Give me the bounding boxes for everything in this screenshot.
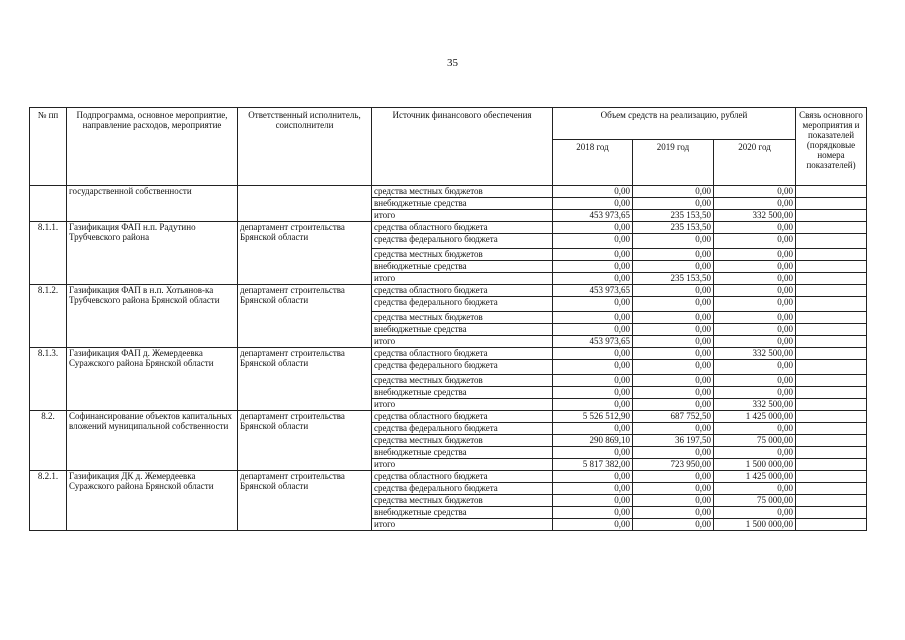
table-row (30, 222, 867, 234)
header-subprogram: Подпрограмма, основное мероприятие, направление расходов, мероприятие (67, 108, 238, 186)
row-value-2018: 0,00 (553, 348, 633, 360)
row-responsible: департамент строительства Брянской области (238, 285, 372, 348)
row-responsible: департамент строительства Брянской области (238, 471, 372, 531)
row-source: средства федерального бюджета (372, 423, 553, 435)
row-source: средства областного бюджета (372, 411, 553, 423)
row-code (30, 186, 67, 222)
row-source: внебюджетные средства (372, 507, 553, 519)
row-value-2020: 0,00 (714, 387, 796, 399)
row-code: 8.2. (30, 411, 67, 471)
row-value-2018: 0,00 (553, 261, 633, 273)
row-source: итого (372, 399, 553, 411)
row-value-2019: 0,00 (633, 312, 714, 324)
row-value-2019: 0,00 (633, 249, 714, 261)
row-value-2020: 0,00 (714, 336, 796, 348)
row-link (796, 210, 867, 222)
row-value-2020: 0,00 (714, 375, 796, 387)
row-source: внебюджетные средства (372, 261, 553, 273)
row-value-2018: 5 526 512,90 (553, 411, 633, 423)
row-value-2020: 1 425 000,00 (714, 411, 796, 423)
row-link (796, 222, 867, 234)
row-link (796, 411, 867, 423)
row-value-2018: 0,00 (553, 495, 633, 507)
row-source: итого (372, 336, 553, 348)
row-value-2019: 0,00 (633, 483, 714, 495)
row-measure-name: государственной собственности (67, 186, 238, 222)
row-source: средства местных бюджетов (372, 312, 553, 324)
row-value-2018: 0,00 (553, 483, 633, 495)
row-source: средства местных бюджетов (372, 249, 553, 261)
row-value-2020: 75 000,00 (714, 435, 796, 447)
row-value-2020: 332 500,00 (714, 399, 796, 411)
row-link (796, 447, 867, 459)
row-value-2019: 0,00 (633, 261, 714, 273)
row-link (796, 312, 867, 324)
row-value-2019: 687 752,50 (633, 411, 714, 423)
row-value-2020: 0,00 (714, 360, 796, 375)
row-source: внебюджетные средства (372, 447, 553, 459)
row-value-2018: 0,00 (553, 387, 633, 399)
row-measure-name: Газификация ДК д. Жемердеевка Суражского района Брянской области (67, 471, 238, 531)
header-num: № пп (30, 108, 67, 186)
row-value-2020: 0,00 (714, 447, 796, 459)
row-value-2019: 0,00 (633, 336, 714, 348)
row-value-2019: 0,00 (633, 375, 714, 387)
row-code: 8.1.3. (30, 348, 67, 411)
row-value-2019: 0,00 (633, 285, 714, 297)
row-value-2020: 0,00 (714, 273, 796, 285)
row-value-2018: 290 869,10 (553, 435, 633, 447)
row-value-2018: 0,00 (553, 360, 633, 375)
header-link: Связь основного мероприятия и показателей (порядковые номера показателей) (796, 108, 867, 186)
row-value-2020: 0,00 (714, 234, 796, 249)
row-value-2018: 0,00 (553, 519, 633, 531)
table-header (30, 108, 867, 186)
header-volume: Объем средств на реализацию, рублей (553, 108, 796, 140)
row-value-2020: 332 500,00 (714, 210, 796, 222)
row-value-2018: 0,00 (553, 447, 633, 459)
row-value-2019: 0,00 (633, 324, 714, 336)
row-value-2018: 0,00 (553, 375, 633, 387)
row-link (796, 324, 867, 336)
row-value-2018: 0,00 (553, 324, 633, 336)
row-value-2020: 0,00 (714, 261, 796, 273)
row-source: внебюджетные средства (372, 324, 553, 336)
row-value-2018: 0,00 (553, 423, 633, 435)
row-link (796, 399, 867, 411)
row-value-2018: 0,00 (553, 471, 633, 483)
row-link (796, 507, 867, 519)
row-measure-name: Газификация ФАП н.п. Радутино Трубчевского района (67, 222, 238, 285)
row-value-2020: 75 000,00 (714, 495, 796, 507)
header-2019: 2019 год (633, 140, 714, 186)
row-value-2019: 0,00 (633, 507, 714, 519)
row-value-2019: 0,00 (633, 360, 714, 375)
row-source: средства областного бюджета (372, 285, 553, 297)
row-measure-name: Газификация ФАП д. Жемердеевка Суражского района Брянской области (67, 348, 238, 411)
row-code: 8.2.1. (30, 471, 67, 531)
row-value-2020: 0,00 (714, 483, 796, 495)
row-value-2019: 0,00 (633, 471, 714, 483)
row-value-2020: 0,00 (714, 249, 796, 261)
row-link (796, 375, 867, 387)
row-value-2020: 0,00 (714, 285, 796, 297)
row-value-2019: 0,00 (633, 297, 714, 312)
row-link (796, 495, 867, 507)
header-responsible: Ответственный исполнитель, соисполнители (238, 108, 372, 186)
row-value-2018: 0,00 (553, 249, 633, 261)
row-value-2019: 0,00 (633, 387, 714, 399)
row-responsible (238, 186, 372, 222)
row-value-2020: 0,00 (714, 423, 796, 435)
row-value-2020: 0,00 (714, 312, 796, 324)
row-link (796, 435, 867, 447)
row-value-2018: 0,00 (553, 222, 633, 234)
row-value-2018: 0,00 (553, 312, 633, 324)
row-value-2019: 235 153,50 (633, 273, 714, 285)
row-source: средства федерального бюджета (372, 297, 553, 312)
table-row (30, 411, 867, 423)
row-link (796, 471, 867, 483)
row-measure-name: Газификация ФАП в н.п. Хотьянов-ка Трубчевского района Брянской области (67, 285, 238, 348)
table-row (30, 348, 867, 360)
row-link (796, 483, 867, 495)
row-value-2019: 0,00 (633, 234, 714, 249)
row-value-2020: 0,00 (714, 297, 796, 312)
row-link (796, 459, 867, 471)
row-value-2018: 0,00 (553, 297, 633, 312)
row-code: 8.1.1. (30, 222, 67, 285)
table-body (30, 186, 867, 531)
row-link (796, 360, 867, 375)
row-source: средства местных бюджетов (372, 186, 553, 198)
row-value-2018: 453 973,65 (553, 336, 633, 348)
budget-table (29, 107, 867, 531)
row-value-2019: 0,00 (633, 423, 714, 435)
row-link (796, 186, 867, 198)
row-value-2018: 453 973,65 (553, 285, 633, 297)
row-link (796, 249, 867, 261)
row-value-2018: 0,00 (553, 234, 633, 249)
row-source: средства федерального бюджета (372, 483, 553, 495)
row-value-2019: 36 197,50 (633, 435, 714, 447)
row-value-2019: 235 153,50 (633, 222, 714, 234)
row-source: средства областного бюджета (372, 348, 553, 360)
row-measure-name: Софинансирование объектов капитальных вложений муниципальной собственности (67, 411, 238, 471)
row-value-2019: 235 153,50 (633, 210, 714, 222)
table-row (30, 285, 867, 297)
page-number: 35 (447, 57, 458, 69)
row-value-2018: 0,00 (553, 507, 633, 519)
row-value-2018: 453 973,65 (553, 210, 633, 222)
row-source: итого (372, 273, 553, 285)
row-link (796, 387, 867, 399)
row-value-2018: 5 817 382,00 (553, 459, 633, 471)
table-row (30, 186, 867, 198)
table-row (30, 471, 867, 483)
row-source: внебюджетные средства (372, 198, 553, 210)
header-2020: 2020 год (714, 140, 796, 186)
row-link (796, 285, 867, 297)
row-source: средства областного бюджета (372, 222, 553, 234)
row-link (796, 198, 867, 210)
row-value-2020: 332 500,00 (714, 348, 796, 360)
row-value-2019: 0,00 (633, 447, 714, 459)
row-value-2018: 0,00 (553, 399, 633, 411)
row-value-2020: 1 500 000,00 (714, 459, 796, 471)
row-link (796, 336, 867, 348)
row-source: средства федерального бюджета (372, 360, 553, 375)
row-link (796, 234, 867, 249)
row-value-2019: 0,00 (633, 198, 714, 210)
row-source: итого (372, 459, 553, 471)
row-value-2018: 0,00 (553, 198, 633, 210)
row-link (796, 273, 867, 285)
row-value-2019: 0,00 (633, 186, 714, 198)
header-source: Источник финансового обеспечения (372, 108, 553, 186)
row-value-2020: 0,00 (714, 507, 796, 519)
row-value-2019: 0,00 (633, 495, 714, 507)
row-source: средства местных бюджетов (372, 375, 553, 387)
row-source: средства местных бюджетов (372, 495, 553, 507)
row-value-2020: 0,00 (714, 222, 796, 234)
row-link (796, 348, 867, 360)
row-responsible: департамент строительства Брянской области (238, 411, 372, 471)
row-source: итого (372, 210, 553, 222)
header-2018: 2018 год (553, 140, 633, 186)
row-link (796, 297, 867, 312)
row-value-2019: 723 950,00 (633, 459, 714, 471)
row-responsible: департамент строительства Брянской области (238, 222, 372, 285)
row-source: средства местных бюджетов (372, 435, 553, 447)
row-value-2019: 0,00 (633, 399, 714, 411)
row-source: средства областного бюджета (372, 471, 553, 483)
row-source: средства федерального бюджета (372, 234, 553, 249)
row-source: итого (372, 519, 553, 531)
row-responsible: департамент строительства Брянской области (238, 348, 372, 411)
row-value-2018: 0,00 (553, 273, 633, 285)
row-link (796, 519, 867, 531)
row-value-2020: 1 425 000,00 (714, 471, 796, 483)
row-value-2020: 0,00 (714, 186, 796, 198)
row-value-2020: 1 500 000,00 (714, 519, 796, 531)
row-source: внебюджетные средства (372, 387, 553, 399)
row-value-2019: 0,00 (633, 519, 714, 531)
row-code: 8.1.2. (30, 285, 67, 348)
row-value-2018: 0,00 (553, 186, 633, 198)
row-value-2020: 0,00 (714, 198, 796, 210)
row-link (796, 423, 867, 435)
row-link (796, 261, 867, 273)
row-value-2020: 0,00 (714, 324, 796, 336)
row-value-2019: 0,00 (633, 348, 714, 360)
